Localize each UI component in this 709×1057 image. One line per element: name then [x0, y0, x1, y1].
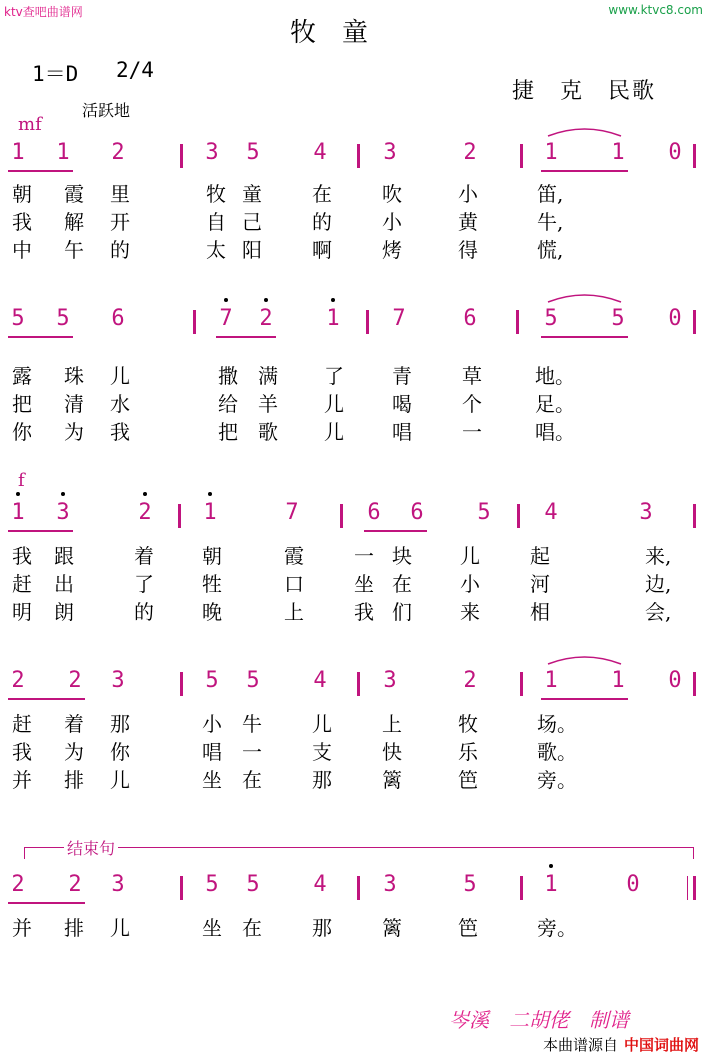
lyric-char: 我: [354, 600, 374, 624]
note: 5: [11, 306, 25, 331]
lyric-char: 笛,: [537, 182, 564, 206]
lyric-char: 晚: [202, 600, 222, 624]
note: 1: [544, 668, 558, 693]
lyric-char: 儿: [460, 544, 480, 568]
lyric-char: 露: [12, 364, 32, 388]
lyric-char: 吹: [382, 182, 402, 206]
notation-line-3: [0, 500, 709, 536]
lyric-char: 歌。: [537, 740, 577, 764]
lyric-char: 自: [206, 210, 226, 234]
lyric-char: 己: [242, 210, 262, 234]
lyric-char: 的: [134, 600, 154, 624]
lyric-char: 们: [392, 600, 412, 624]
lyric-char: 了: [134, 572, 154, 596]
lyrics-verse-1: [0, 360, 709, 386]
lyric-char: 唱: [392, 420, 412, 444]
lyrics-verse-3: [0, 596, 709, 622]
lyric-char: 个: [462, 392, 482, 416]
lyric-char: 太: [206, 238, 226, 262]
lyric-char: 河: [530, 572, 550, 596]
lyric-char: 小: [458, 182, 478, 206]
eighth-underline: [8, 170, 73, 172]
note: 1: [11, 500, 25, 525]
note: 5: [477, 500, 491, 525]
lyric-char: 阳: [242, 238, 262, 262]
lyric-char: 小: [202, 712, 222, 736]
lyric-char: 喝: [392, 392, 412, 416]
note: 6: [463, 306, 477, 331]
source-credit: [543, 1034, 699, 1055]
eighth-underline: [541, 336, 628, 338]
lyric-char: 撒: [218, 364, 238, 388]
note: 3: [383, 872, 397, 897]
lyric-char: 小: [460, 572, 480, 596]
lyric-char: 儿: [110, 916, 130, 940]
lyric-char: 我: [12, 210, 32, 234]
lyric-char: 排: [64, 916, 84, 940]
lyric-char: 里: [110, 182, 130, 206]
lyric-char: 把: [12, 392, 32, 416]
lyric-char: 草: [462, 364, 482, 388]
lyric-char: 给: [218, 392, 238, 416]
lyric-char: 笆: [458, 916, 478, 940]
lyric-char: 牛: [242, 712, 262, 736]
eighth-underline: [8, 902, 85, 904]
final-barline-thin: [687, 876, 688, 900]
lyric-char: 唱: [202, 740, 222, 764]
lyric-char: 着: [134, 544, 154, 568]
note: 3: [205, 140, 219, 165]
barline: [520, 144, 523, 168]
note: 2: [463, 140, 477, 165]
lyric-char: 坐: [202, 916, 222, 940]
barline: [366, 310, 369, 334]
lyrics-verse-2: [0, 736, 709, 762]
eighth-underline: [364, 530, 427, 532]
octave-dot: [264, 298, 268, 302]
lyric-char: 开: [110, 210, 130, 234]
key-signature: 1＝D: [32, 62, 79, 86]
lyric-char: 朝: [202, 544, 222, 568]
lyric-char: 我: [12, 740, 32, 764]
note: 6: [111, 306, 125, 331]
eighth-underline: [541, 170, 628, 172]
ending-label: 结束句: [64, 836, 118, 859]
note: 0: [668, 140, 682, 165]
lyrics-verse-2: [0, 388, 709, 414]
barline: [193, 310, 196, 334]
octave-dot: [549, 864, 553, 868]
eighth-underline: [8, 698, 85, 700]
lyric-char: 我: [110, 420, 130, 444]
eighth-underline: [8, 530, 73, 532]
barline: [693, 504, 696, 528]
note: 0: [668, 668, 682, 693]
note: 2: [138, 500, 152, 525]
lyric-char: 小: [382, 210, 402, 234]
eighth-underline: [216, 336, 276, 338]
lyric-char: 那: [110, 712, 130, 736]
note: 2: [68, 668, 82, 693]
note: 2: [11, 872, 25, 897]
lyric-char: 牛,: [537, 210, 564, 234]
barline: [520, 876, 523, 900]
note: 6: [367, 500, 381, 525]
site-watermark-right: www.ktvc8.com: [608, 3, 703, 17]
lyric-char: 一: [354, 544, 374, 568]
note: 3: [639, 500, 653, 525]
lyric-char: 儿: [110, 768, 130, 792]
lyric-char: 会,: [645, 600, 672, 624]
arranger-credit: 岑溪 二胡佬 制谱: [449, 1008, 629, 1032]
note: 1: [203, 500, 217, 525]
lyric-char: 中: [12, 238, 32, 262]
lyric-char: 霞: [284, 544, 304, 568]
lyric-char: 上: [382, 712, 402, 736]
note: 0: [626, 872, 640, 897]
lyrics-verse-3: [0, 234, 709, 260]
lyric-char: 来,: [645, 544, 672, 568]
note: 1: [56, 140, 70, 165]
note: 7: [392, 306, 406, 331]
lyric-char: 那: [312, 916, 332, 940]
note: 5: [56, 306, 70, 331]
lyric-char: 在: [242, 916, 262, 940]
tie-arc: [546, 290, 623, 304]
note: 3: [383, 140, 397, 165]
note: 2: [111, 140, 125, 165]
barline: [178, 504, 181, 528]
eighth-underline: [541, 698, 628, 700]
barline: [357, 672, 360, 696]
lyric-char: 的: [312, 210, 332, 234]
note: 2: [463, 668, 477, 693]
note: 1: [544, 872, 558, 897]
lyric-char: 那: [312, 768, 332, 792]
lyric-char: 朝: [12, 182, 32, 206]
note: 7: [285, 500, 299, 525]
note: 5: [246, 872, 260, 897]
lyrics-verse-1: [0, 912, 709, 938]
lyrics-verse-2: [0, 568, 709, 594]
note: 4: [544, 500, 558, 525]
note: 1: [326, 306, 340, 331]
octave-dot: [331, 298, 335, 302]
lyric-char: 你: [12, 420, 32, 444]
lyric-char: 儿: [324, 420, 344, 444]
site-watermark-left: ktv查吧曲谱网: [4, 5, 83, 19]
source-prefix: 本曲谱源自: [542, 1036, 618, 1054]
lyric-char: 赶: [12, 712, 32, 736]
final-barline: [693, 876, 696, 900]
barline: [357, 876, 360, 900]
note: 1: [11, 140, 25, 165]
octave-dot: [16, 492, 20, 496]
note: 1: [544, 140, 558, 165]
barline: [340, 504, 343, 528]
lyric-char: 旁。: [537, 916, 577, 940]
barline: [516, 310, 519, 334]
note: 4: [313, 140, 327, 165]
lyric-char: 来: [460, 600, 480, 624]
lyric-char: 为: [64, 740, 84, 764]
lyric-char: 水: [110, 392, 130, 416]
lyric-char: 歌: [258, 420, 278, 444]
lyric-char: 午: [64, 238, 84, 262]
lyric-char: 儿: [110, 364, 130, 388]
lyric-char: 慌,: [537, 238, 564, 262]
lyric-char: 上: [284, 600, 304, 624]
note: 2: [259, 306, 273, 331]
lyric-char: 烤: [382, 238, 402, 262]
octave-dot: [143, 492, 147, 496]
lyric-char: 足。: [535, 392, 575, 416]
note: 6: [410, 500, 424, 525]
barline: [693, 310, 696, 334]
lyrics-verse-1: [0, 708, 709, 734]
octave-dot: [208, 492, 212, 496]
barline: [693, 144, 696, 168]
note: 4: [313, 872, 327, 897]
note: 2: [11, 668, 25, 693]
tie-arc: [546, 124, 623, 138]
barline: [180, 876, 183, 900]
lyric-char: 赶: [12, 572, 32, 596]
note: 5: [463, 872, 477, 897]
lyric-char: 把: [218, 420, 238, 444]
source-site: 中国词曲网: [623, 1036, 699, 1054]
lyric-char: 唱。: [535, 420, 575, 444]
note: 5: [205, 668, 219, 693]
note: 7: [219, 306, 233, 331]
lyric-char: 童: [242, 182, 262, 206]
lyric-char: 满: [258, 364, 278, 388]
lyric-char: 乐: [458, 740, 478, 764]
lyrics-verse-3: [0, 764, 709, 790]
lyric-char: 在: [242, 768, 262, 792]
lyric-char: 啊: [312, 238, 332, 262]
note: 3: [383, 668, 397, 693]
composer-credit: 捷 克 民歌: [512, 79, 657, 104]
lyric-char: 快: [382, 740, 402, 764]
barline: [693, 672, 696, 696]
lyric-char: 一: [242, 740, 262, 764]
note: 5: [205, 872, 219, 897]
lyric-char: 儿: [312, 712, 332, 736]
notation-line-5: [0, 872, 709, 908]
lyric-char: 了: [324, 364, 344, 388]
lyric-char: 解: [64, 210, 84, 234]
octave-dot: [224, 298, 228, 302]
lyric-char: 口: [284, 572, 304, 596]
lyric-char: 出: [54, 572, 74, 596]
lyric-char: 羊: [258, 392, 278, 416]
lyrics-verse-1: [0, 540, 709, 566]
barline: [357, 144, 360, 168]
lyric-char: 坐: [354, 572, 374, 596]
lyric-char: 笆: [458, 768, 478, 792]
lyrics-verse-1: [0, 178, 709, 204]
barline: [520, 672, 523, 696]
lyrics-verse-3: [0, 416, 709, 442]
lyric-char: 在: [392, 572, 412, 596]
note: 1: [611, 140, 625, 165]
lyric-char: 霞: [64, 182, 84, 206]
lyric-char: 着: [64, 712, 84, 736]
lyric-char: 场。: [537, 712, 577, 736]
lyric-char: 明: [12, 600, 32, 624]
lyric-char: 朗: [54, 600, 74, 624]
lyric-char: 跟: [54, 544, 74, 568]
lyric-char: 支: [312, 740, 332, 764]
lyric-char: 清: [64, 392, 84, 416]
lyric-char: 并: [12, 916, 32, 940]
note: 3: [111, 668, 125, 693]
time-signature: 2/4: [116, 58, 154, 82]
lyric-char: 并: [12, 768, 32, 792]
lyric-char: 我: [12, 544, 32, 568]
dynamic-mark-mf: mf: [18, 114, 42, 135]
lyric-char: 珠: [64, 364, 84, 388]
lyric-char: 排: [64, 768, 84, 792]
lyric-char: 边,: [645, 572, 672, 596]
note: 0: [668, 306, 682, 331]
octave-dot: [61, 492, 65, 496]
song-title: 牧 童: [290, 18, 369, 48]
barline: [180, 672, 183, 696]
lyric-char: 青: [392, 364, 412, 388]
lyric-char: 为: [64, 420, 84, 444]
note: 3: [56, 500, 70, 525]
lyric-char: 篱: [382, 768, 402, 792]
note: 3: [111, 872, 125, 897]
note: 2: [68, 872, 82, 897]
lyric-char: 儿: [324, 392, 344, 416]
note: 1: [611, 668, 625, 693]
barline: [517, 504, 520, 528]
lyric-char: 的: [110, 238, 130, 262]
lyric-char: 黄: [458, 210, 478, 234]
lyric-char: 你: [110, 740, 130, 764]
lyric-char: 篱: [382, 916, 402, 940]
note: 5: [246, 668, 260, 693]
lyric-char: 地。: [535, 364, 575, 388]
eighth-underline: [8, 336, 73, 338]
lyric-char: 起: [530, 544, 550, 568]
lyric-char: 一: [462, 420, 482, 444]
lyric-char: 坐: [202, 768, 222, 792]
note: 5: [544, 306, 558, 331]
note: 5: [246, 140, 260, 165]
lyric-char: 牲: [202, 572, 222, 596]
barline: [180, 144, 183, 168]
tie-arc: [546, 652, 623, 666]
lyric-char: 旁。: [537, 768, 577, 792]
dynamic-mark-f: f: [18, 470, 25, 491]
note: 4: [313, 668, 327, 693]
lyric-char: 牧: [206, 182, 226, 206]
lyric-char: 牧: [458, 712, 478, 736]
lyrics-verse-2: [0, 206, 709, 232]
tempo-marking: 活跃地: [82, 101, 131, 120]
ending-bracket: [24, 847, 694, 859]
lyric-char: 在: [312, 182, 332, 206]
lyric-char: 相: [530, 600, 550, 624]
note: 5: [611, 306, 625, 331]
lyric-char: 块: [392, 544, 412, 568]
lyric-char: 得: [458, 238, 478, 262]
